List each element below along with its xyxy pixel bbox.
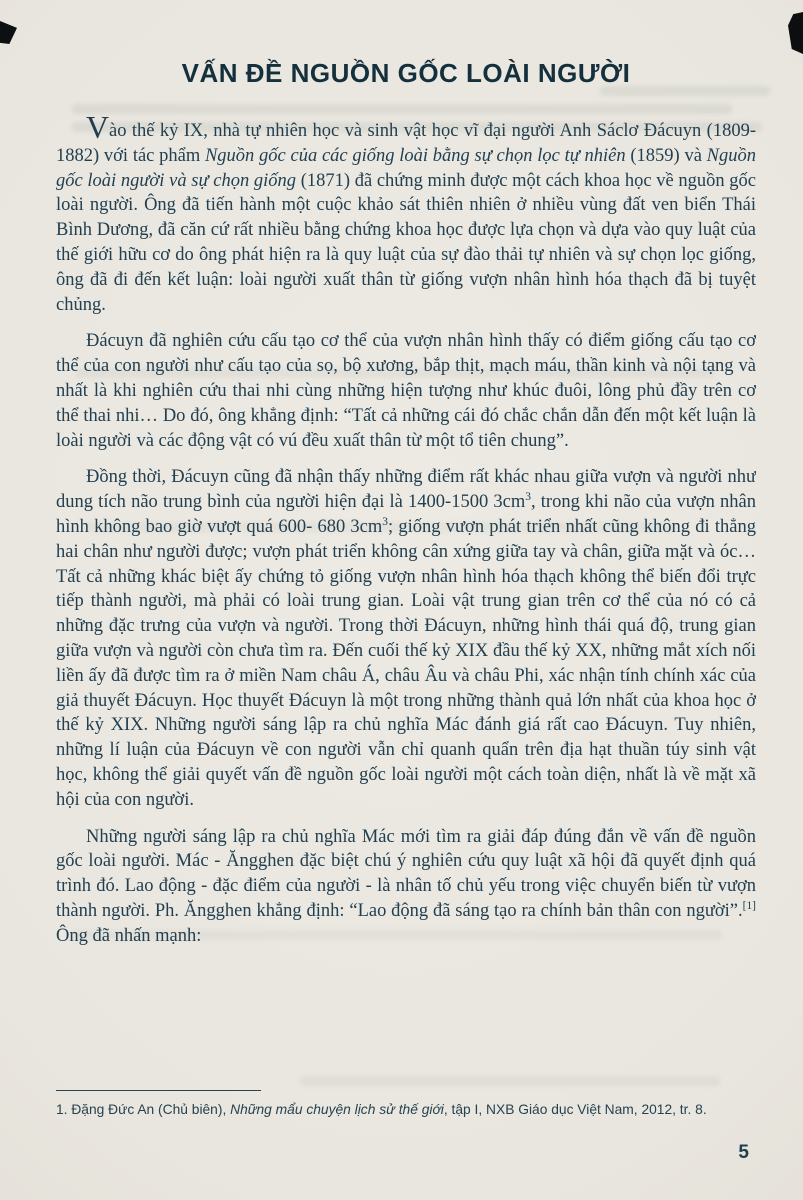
paragraph: Vào thế kỷ IX, nhà tự nhiên học và sinh vật học vĩ đại người Anh Sáclơ Đácuyn (1809-1882) với tác phẩm Nguồn gốc của các giống loài bằng sự chọn lọc tự nhiên (1859) và Nguồn gốc loài người và sự chọn giống (1871) đã chứng minh được một cách khoa học về nguồn gốc loài người. Ông đã tiến hành một cuộc khảo sát thiên nhiên ở nhiều vùng đất ven biển Thái Bình Dương, đã căn cứ rất nhiều bằng chứng khoa học được lựa chọn và dựa vào quy luật của thế giới hữu cơ do ông phát hiện ra là quy luật của sự đào thải tự nhiên và sự chọn lọc giống, ông đã đi đến kết luận: loài người xuất thân từ giống vượn nhân hình hóa thạch đã bị tuyệt chủng. (56, 110, 756, 315)
scan-corner-artifact-top-right (788, 12, 803, 54)
body-paragraphs (56, 110, 756, 949)
page-content (56, 52, 756, 1082)
footnote-text: 1. Đặng Đức An (Chủ biên), Những mẩu chuyện lịch sử thế giới, tập I, NXB Giáo dục Việt Nam, 2012, tr. 8. (56, 1102, 707, 1117)
paragraph: Đácuyn đã nghiên cứu cấu tạo cơ thể của vượn nhân hình thấy có điểm giống cấu tạo cơ thể của con người như cấu tạo của sọ, bộ xương, bắp thịt, mạch máu, thần kinh và nội tạng và nhất là khi nghiên cứu thai nhi cùng những hiện tượng như khúc đuôi, lông phủ đầy trên cơ thể thai nhi… Do đó, ông khẳng định: “Tất cả những cái đó chắc chắn dẫn đến một kết luận là loài người và các động vật có vú đều xuất thân từ một tổ tiên chung”. (56, 331, 756, 451)
page-number: 5 (738, 1142, 749, 1163)
footnote-divider (56, 1090, 261, 1091)
paragraph: Đồng thời, Đácuyn cũng đã nhận thấy những điểm rất khác nhau giữa vượn và người như dung tích não trung bình của người hiện đại là 1400-1500 $3cm^3$, trong khi não của vượn nhân hình không bao giờ vượt quá 600- 680 $3cm^3$; giống vượn phát triển nhất cũng không đi thẳng hai chân như người được; vượn phát triển không cân xứng giữa tay và chân, giữa mặt và óc… Tất cả những khác biệt ấy chứng tỏ giống vượn nhân hình hóa thạch không thể biến đổi trực tiếp thành người, mà phải có loài trung gian. Loài vật trung gian trên cơ thể của nó có cả những đặc trưng của vượn và người. Trong thời Đácuyn, những hình thái quá độ, trung gian giữa vượn và người còn chưa tìm ra. Đến cuối thế kỷ XIX đầu thế kỷ XX, những mắt xích nối liền ấy đã được tìm ra ở miền Nam châu Á, châu Âu và châu Phi, xác nhận tính chính xác của giả thuyết Đácuyn. Học thuyết Đácuyn là một trong những thành quả lớn nhất của khoa học ở thế kỷ XIX. Những người sáng lập ra chủ nghĩa Mác đánh giá rất cao Đácuyn. Tuy nhiên, những lí luận của Đácuyn về con người vẫn chỉ quanh quẩn trên địa hạt thuần túy sinh vật học, không thể giải quyết vấn đề nguồn gốc loài người một cách toàn diện, nhất là về mặt xã hội của con người. (56, 467, 756, 810)
paragraph: Những người sáng lập ra chủ nghĩa Mác mới tìm ra giải đáp đúng đắn về vấn đề nguồn gốc loài người. Mác - Ăngghen đặc biệt chú ý nghiên cứu quy luật xã hội đã quyết định quá trình đó. Lao động - đặc điểm của người - là nhân tố chủ yếu trong việc chuyển biến từ vượn thành người. Ph. Ăngghen khẳng định: “Lao động đã sáng tạo ra chính bản thân con người”.[1] Ông đã nhấn mạnh: (56, 826, 756, 946)
page-title: VẤN ĐỀ NGUỒN GỐC LOÀI NGƯỜI (181, 58, 631, 88)
footnote-area (56, 1090, 756, 1119)
drop-cap: V (86, 110, 109, 145)
scan-corner-artifact-top-left (0, 21, 17, 44)
